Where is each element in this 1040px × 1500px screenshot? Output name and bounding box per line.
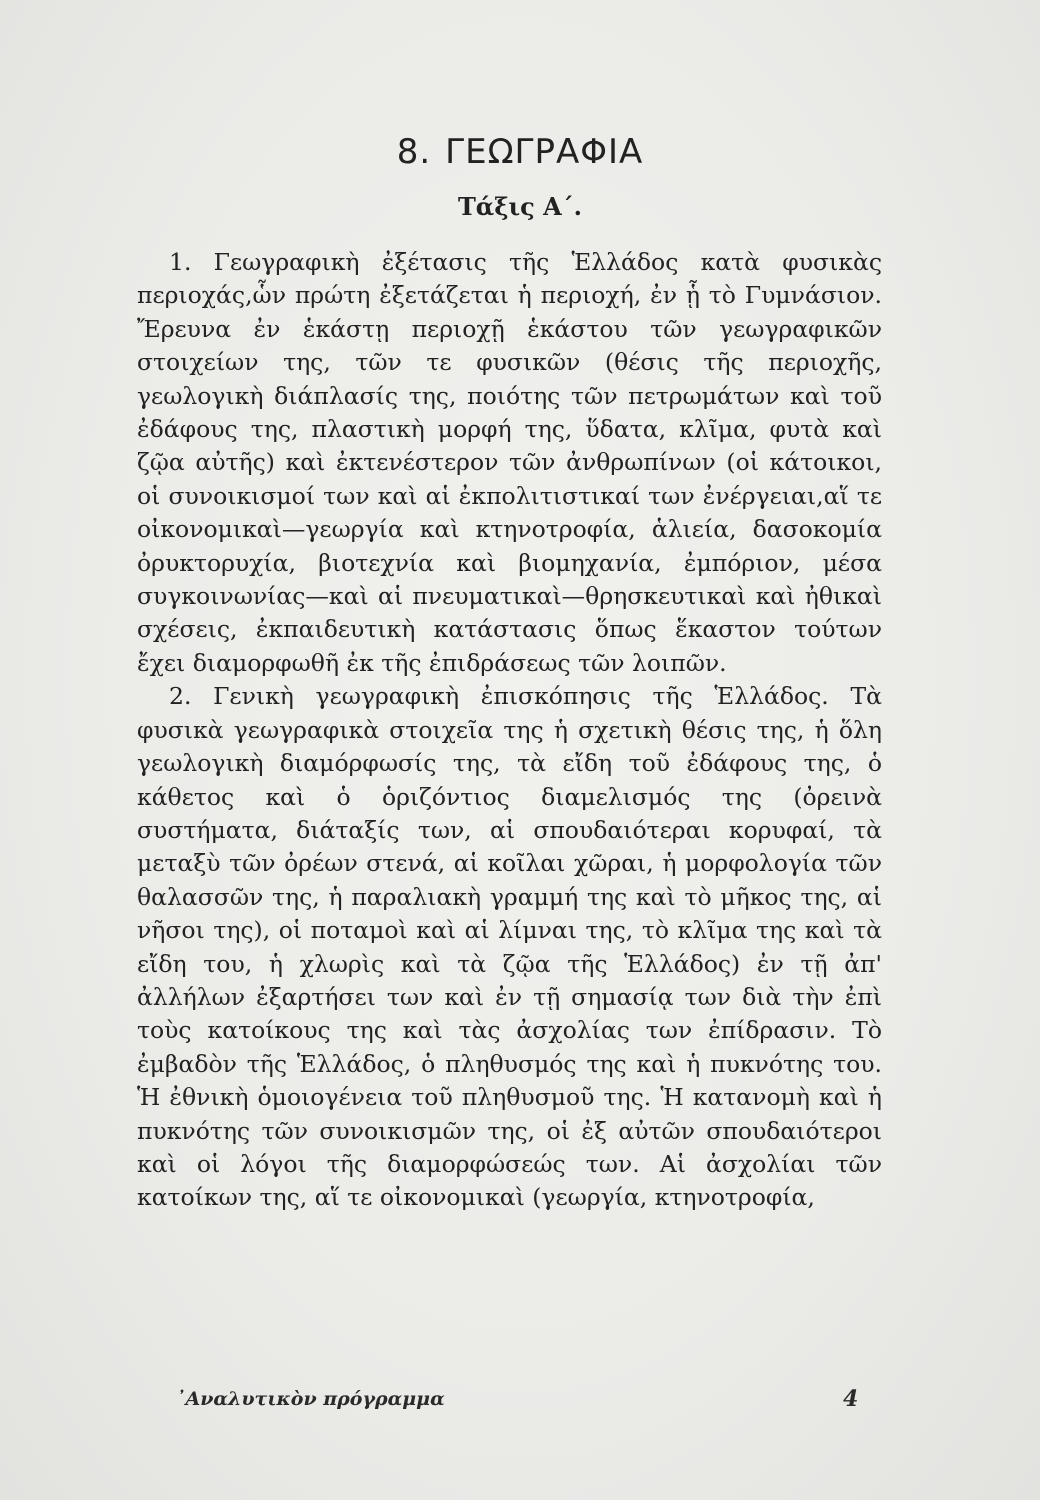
section-heading xyxy=(0,132,1040,172)
paragraph-1: 1. Γεωγραφικὴ ἐξέτασις τῆς Ἑλλάδος κατὰ φυσικὰς περιοχάς,ὧν πρώτη ἐξετάζεται ἡ περιοχή, ἐν ᾗ τὸ Γυμνάσιον. Ἔρευνα ἐν ἑκάστῃ περιοχῇ ἑκάστου τῶν γεωγραφικῶν στοιχείων της, τῶν τε φυσικῶν (θέσις τῆς περιοχῆς, γεωλογικὴ διάπλασίς της, ποιότης τῶν πετρωμάτων καὶ τοῦ ἐδάφους της, πλαστικὴ μορφή της, ὕδατα, κλῖμα, φυτὰ καὶ ζῷα αὐτῆς) καὶ ἐκτενέστερον τῶν ἀνθρωπίνων (οἱ κάτοικοι, οἱ συνοικισμοί των καὶ αἱ ἐκπολιτιστικαί των ἐνέργειαι,αἵ τε οἰκονομικαὶ—γεωργία καὶ κτηνοτροφία, ἁλιεία, δασοκομία ὀρυκτορυχία, βιοτεχνία καὶ βιομηχανία, ἐμπόριον, μέσα συγκοινωνίας—καὶ αἱ πνευματικαὶ—θρησκευτικαὶ καὶ ἠθικαὶ σχέσεις, ἐκπαιδευτικὴ κατάστασις ὅπως ἕκαστον τούτων ἔχει διαμορφωθῆ ἐκ τῆς ἐπιδράσεως τῶν λοιπῶν. xyxy=(137,248,882,677)
section-title: ΓΕΩΓΡΑΦΙΑ xyxy=(445,132,644,172)
section-number: 8. xyxy=(396,132,432,172)
signature-mark: 4 xyxy=(843,1386,859,1412)
class-label: Τάξις Α΄. xyxy=(457,192,583,221)
running-footer-title: ᾿Αναλυτικὸν πρόγραμμα xyxy=(176,1388,445,1410)
body-text xyxy=(137,246,882,1215)
paragraph-2: 2. Γενικὴ γεωγραφικὴ ἐπισκόπησις τῆς Ἑλλάδος. Τὰ φυσικὰ γεωγραφικὰ στοιχεῖα της ἡ σχετικὴ θέσις της, ἡ ὅλη γεωλογικὴ διαμόρφωσίς της, τὰ εἴδη τοῦ ἐδάφους της, ὁ κάθετος καὶ ὁ ὁριζόντιος διαμελισμός της (ὀρεινὰ συστήματα, διάταξίς των, αἱ σπουδαιότεραι κορυφαί, τὰ μεταξὺ τῶν ὀρέων στενά, αἱ κοῖλαι χῶραι, ἡ μορφολογία τῶν θαλασσῶν της, ἡ παραλιακὴ γραμμή της καὶ τὸ μῆκος της, αἱ νῆσοι της), οἱ ποταμοὶ καὶ αἱ λίμναι της, τὸ κλῖμα της καὶ τὰ εἴδη του, ἡ χλωρὶς καὶ τὰ ζῷα τῆς Ἑλλάδος) ἐν τῇ ἀπ' ἀλλήλων ἐξαρτήσει των καὶ ἐν τῇ σημασίᾳ των διὰ τὴν ἐπὶ τοὺς κατοίκους της καὶ τὰς ἀσχολίας των ἐπίδρασιν. Τὸ ἐμβαδὸν τῆς Ἑλλάδος, ὁ πληθυσμός της καὶ ἡ πυκνότης του. Ἡ ἐθνικὴ ὁμοιογένεια τοῦ πληθυσμοῦ της. Ἡ κατανομὴ καὶ ἡ πυκνότης τῶν συνοικισμῶν της, οἱ ἐξ αὐτῶν σπουδαιότεροι καὶ οἱ λόγοι τῆς διαμορφώσεώς των. Αἱ ἀσχολίαι τῶν κατοίκων της, αἵ τε οἰκονομικαὶ (γεωργία, κτηνοτροφία, xyxy=(137,682,882,1212)
